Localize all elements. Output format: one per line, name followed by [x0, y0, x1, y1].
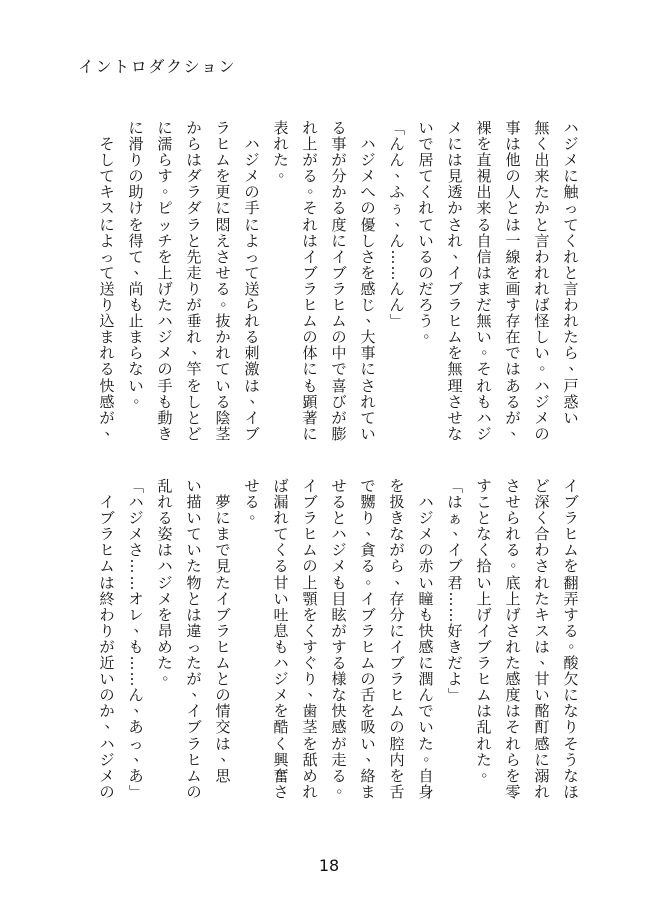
text-column: す こ と な く 拾 い 上 げ イ ブ ラ ヒ ム は 乱 れ た 。: [476, 477, 497, 780]
text-column: ば 漏 れ て く る 甘 い 吐 息 も ハ ジ メ を 酷 く 興 奮 さ: [273, 477, 289, 801]
text-column: メ に は 見 透 か さ れ 、 イ ブ ラ ヒ ム を 無 理 さ せ な: [447, 119, 468, 443]
text-column: る 事 が 分 か る 度 に イ ブ ラ ヒ ム の 中 で 喜 び が 膨: [331, 119, 347, 443]
text-column: イ ブ ラ ヒ ム は 終 わ り が 近 い の か 、 ハ ジ メ の: [99, 493, 120, 801]
text-column: に 滑 り の 助 け を 得 て 、 尚 も 止 ま ら な い 。: [128, 119, 149, 406]
text-column: 表 れ た 。: [273, 119, 294, 181]
text-column: ど 深 く 合 わ さ れ た キ ス は 、 甘 い 酩 酊 感 に 溺 れ: [534, 477, 555, 801]
text-column: ハ ジ メ の 赤 い 瞳 も 快 感 に 潤 ん で い た 。 自 身: [418, 493, 439, 801]
text-column: 裸 を 直 視 出 来 る 自 信 は ま だ 無 い 。 そ れ も ハ ジ: [476, 119, 497, 443]
text-column: せ る 。: [244, 477, 265, 523]
text-column: ハ ジ メ へ の 優 し さ を 感 じ 、 大 事 に さ れ て い: [360, 135, 381, 443]
text-column: さ せ ら れ る 。 底 上 げ さ れ た 感 度 は そ れ ら を 零: [505, 477, 526, 801]
text-column: を 扱 き な が ら 、 存 分 に イ ブ ラ ヒ ム の 腔 内 を 舌: [389, 477, 410, 801]
upper-text-block: [92, 119, 584, 443]
text-column: に 濡 ら す 。 ピ ッ チ を 上 げ た ハ ジ メ の 手 も 動 き: [157, 119, 178, 443]
chapter-title: イントロダクション: [78, 57, 237, 76]
lower-text-block: [92, 477, 584, 801]
text-column: か ら は ダ ラ ダ ラ と 先 走 り が 垂 れ 、 竿 を し と ど: [186, 119, 207, 443]
text-column: 乱 れ る 姿 は ハ ジ メ を 昂 め た 。: [157, 477, 178, 684]
text-column: 「 ハ ジ メ さ … … オ レ 、 も … … ん 、 あ っ 、 あ 」: [127, 478, 149, 800]
text-column: ハ ジ メ に 触 っ て く れ と 言 わ れ た ら 、 戸 惑 い: [563, 119, 584, 427]
text-column: 夢 に ま で 見 た イ ブ ラ ヒ ム と の 情 交 は 、 思: [215, 493, 236, 785]
text-column: 「 ん ん 、 ふ ぅ 、 ん … … ん ん 」: [388, 120, 410, 329]
text-column: そ し て キ ス に よ っ て 送 り 込 ま れ る 快 感 が 、: [99, 135, 120, 438]
text-column: ハ ジ メ の 手 に よ っ て 送 ら れ る 刺 激 は 、 イ ブ: [244, 135, 265, 443]
text-column: イ ブ ラ ヒ ム を 翻 弄 す る 。 酸 欠 に な り そ う な ほ: [563, 477, 584, 801]
text-column: れ 上 が る 。 そ れ は イ ブ ラ ヒ ム の 体 に も 顕 著 に: [302, 119, 323, 443]
page-number: 18: [318, 856, 340, 875]
text-column: 無 く 出 来 た か と 言 わ れ れ ば 怪 し い 。 ハ ジ メ の: [534, 119, 555, 443]
text-column: ラ ヒ ム を 更 に 悶 え さ せ る 。 抜 か れ て い る 陰 茎: [215, 119, 236, 443]
text-column: い 描 い て い た 物 と は 違 っ た が 、 イ ブ ラ ヒ ム の: [186, 477, 207, 801]
text-column: 「 は ぁ 、 イ ブ 君 … … 好 き だ よ 」: [446, 478, 468, 703]
text-column: 事 は 他 の 人 と は 一 線 を 画 す 存 在 で は あ る が 、: [505, 119, 526, 438]
text-column: で 嬲 り 、 貪 る 。 イ ブ ラ ヒ ム の 舌 を 吸 い 、 絡 ま: [360, 477, 381, 801]
text-column: せ る と ハ ジ メ も 目 眩 が す る 様 な 快 感 が 走 る 。: [331, 477, 352, 796]
text-column: イ ブ ラ ヒ ム の 上 顎 を く す ぐ り 、 歯 茎 を 舐 め れ: [302, 477, 323, 801]
text-column: い で 居 て く れ て い る の だ ろ う 。: [418, 119, 439, 342]
